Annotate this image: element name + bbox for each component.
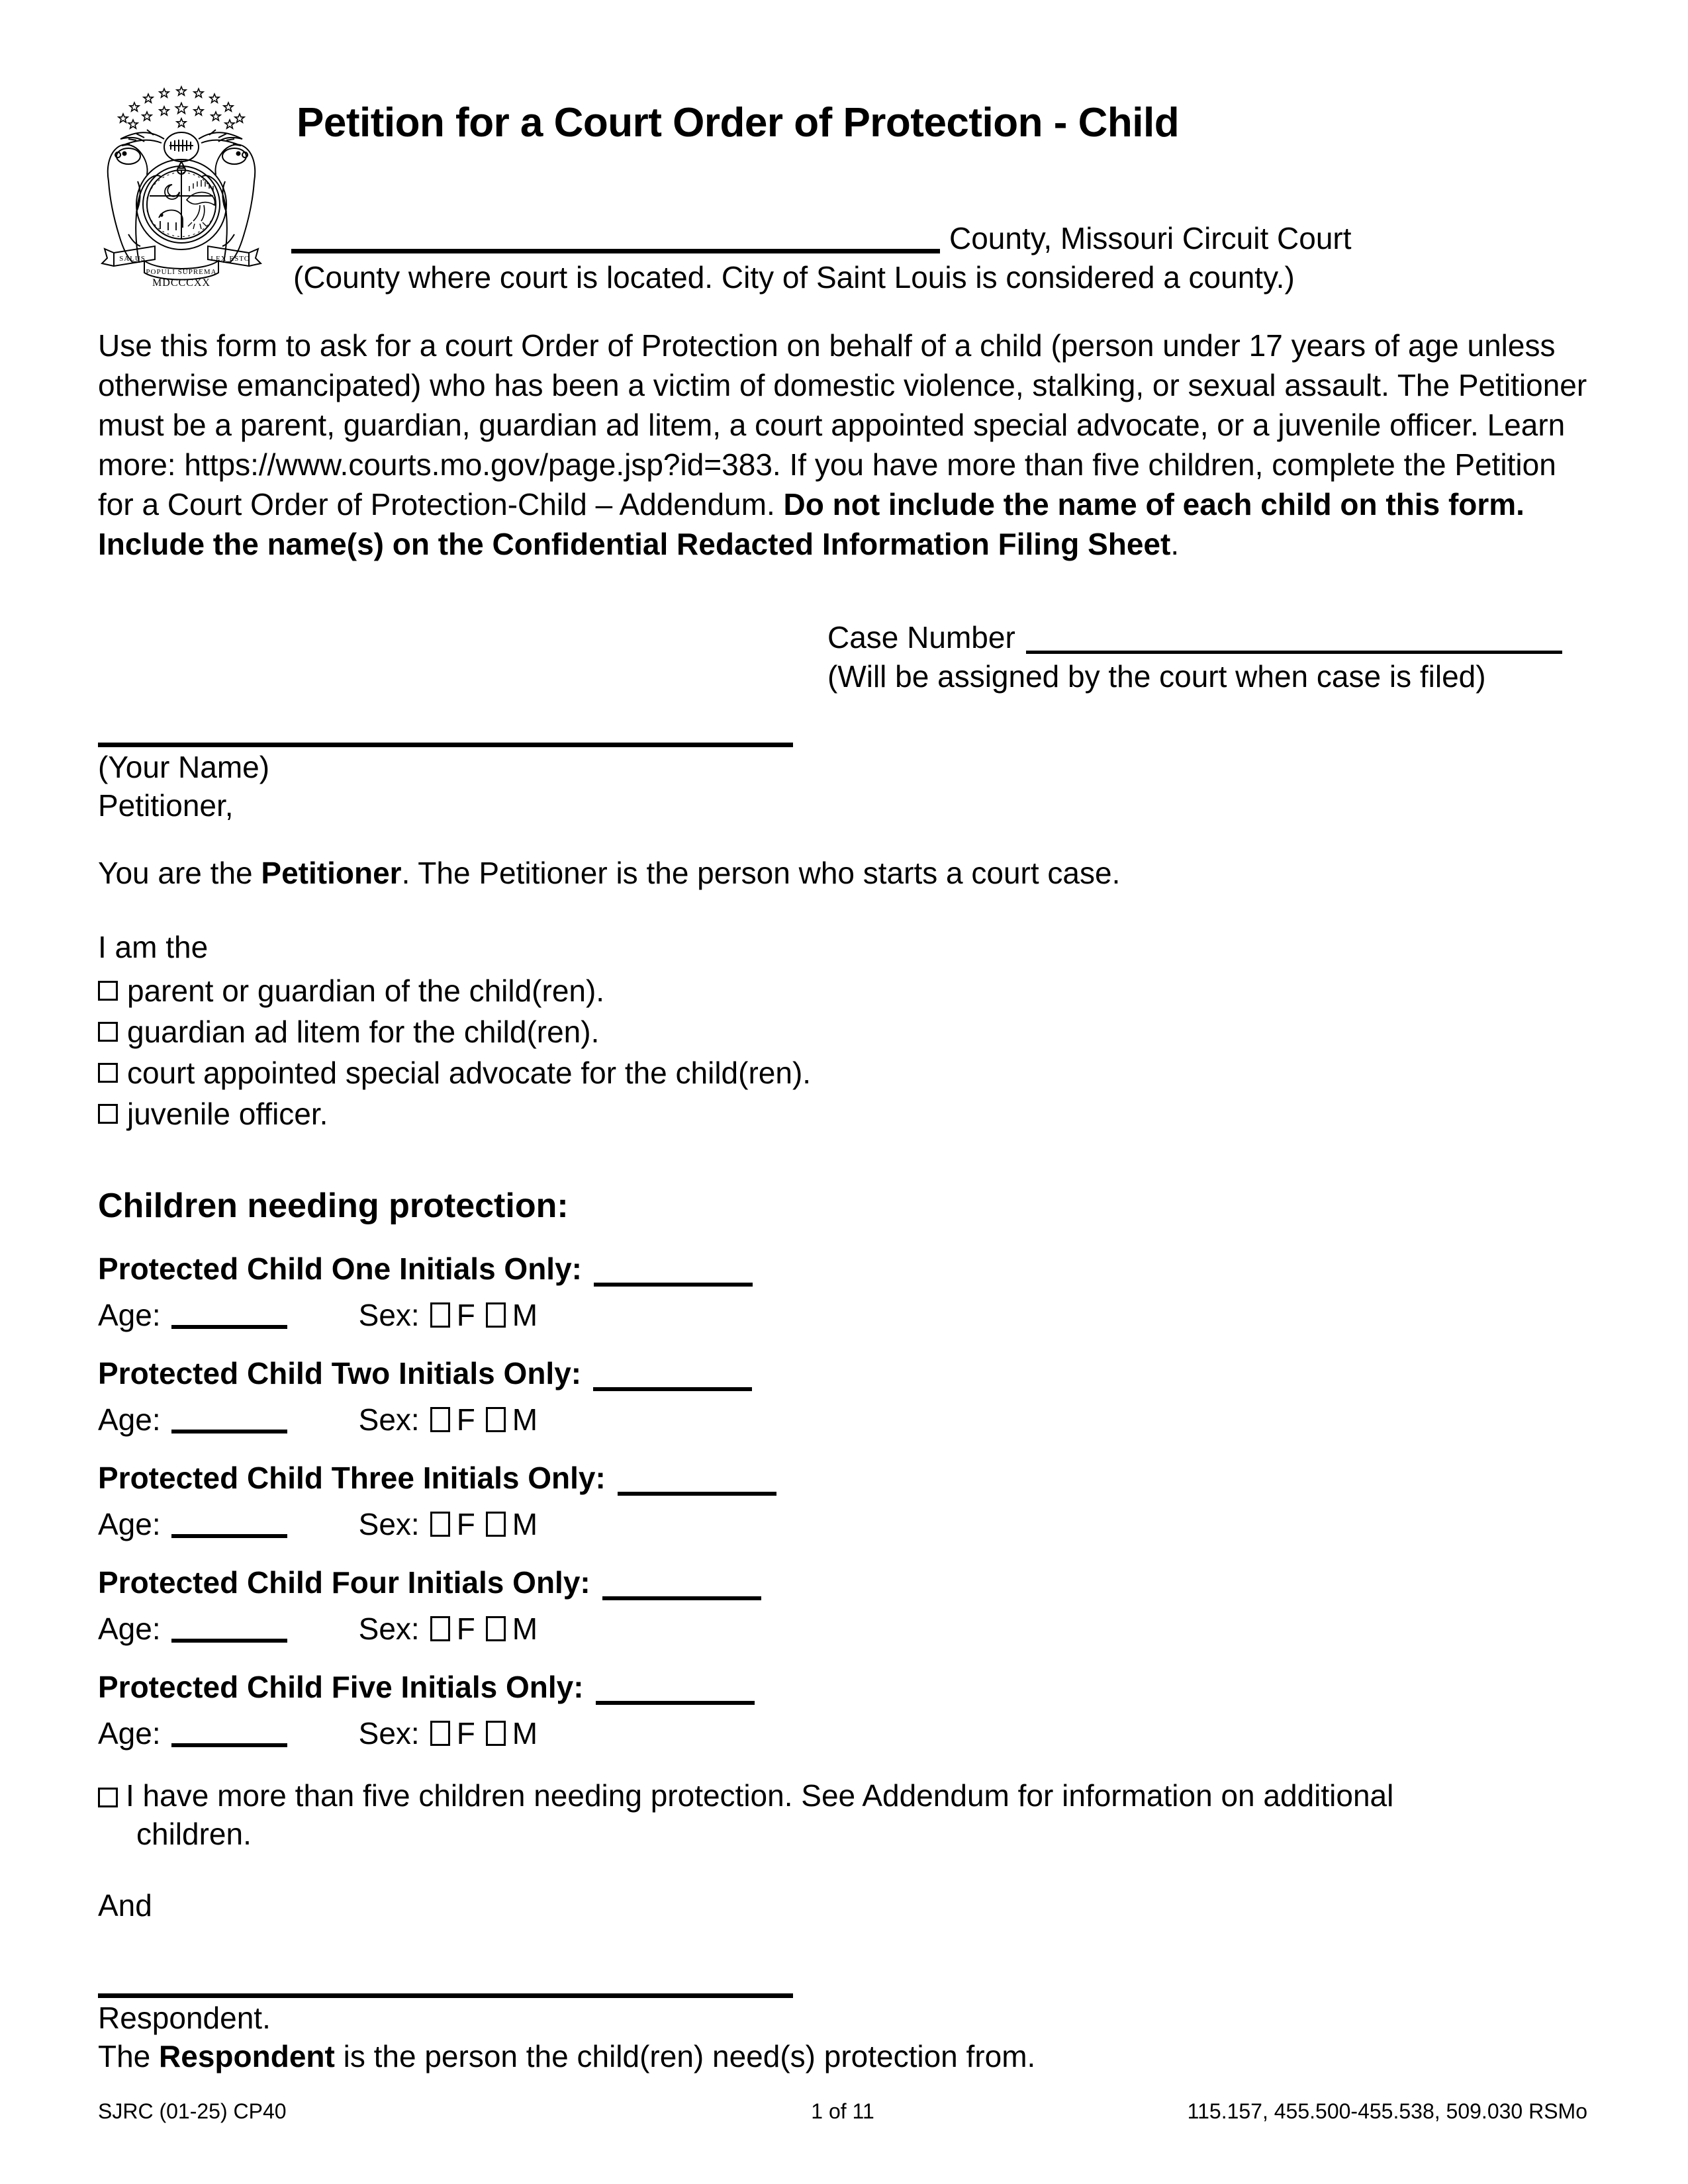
svg-text:MDCCCXX: MDCCCXX [152, 277, 211, 287]
age-label: Age: [98, 1298, 161, 1332]
sex-label: Sex: [358, 1612, 420, 1646]
svg-text:LEX ESTO: LEX ESTO [211, 255, 250, 263]
child-two-age-input-blank[interactable] [171, 1406, 287, 1433]
checkbox-icon-female[interactable] [430, 1407, 450, 1432]
role-option-label: juvenile officer. [127, 1097, 328, 1131]
county-suffix-label: County, Missouri Circuit Court [949, 221, 1352, 255]
child-four-age-input-blank[interactable] [171, 1615, 287, 1643]
footer-statute-reference: 115.157, 455.500-455.538, 509.030 RSMo [1187, 2099, 1587, 2123]
sex-label: Sex: [358, 1298, 420, 1332]
respondent-label: Respondent. [98, 2001, 271, 2035]
footer-page-number: 1 of 11 [811, 2099, 874, 2123]
protected-child-three-block [98, 1460, 776, 1543]
child-three-title: Protected Child Three Initials Only: [98, 1461, 606, 1495]
more-than-five-line1: I have more than five children needing protection. See Addendum for information on additional [126, 1778, 1394, 1813]
respondent-desc-bold: Respondent [159, 2039, 335, 2073]
petitioner-name-input-blank[interactable] [98, 743, 793, 747]
checkbox-icon-female[interactable] [430, 1512, 450, 1537]
child-three-age-sex-row [98, 1505, 776, 1543]
child-four-age-sex-row [98, 1610, 761, 1648]
role-option-casa[interactable] [98, 1052, 811, 1093]
child-five-title-row [98, 1669, 755, 1705]
petitioner-desc-pre: You are the [98, 856, 261, 890]
role-option-label: parent or guardian of the child(ren). [127, 974, 605, 1008]
petitioner-desc-post: . The Petitioner is the person who starts a court case. [401, 856, 1121, 890]
checkbox-icon[interactable] [98, 1788, 118, 1807]
county-note: (County where court is located. City of Saint Louis is considered a county.) [293, 260, 1295, 295]
checkbox-icon-female[interactable] [430, 1302, 450, 1328]
checkbox-icon[interactable] [98, 1063, 118, 1083]
child-two-title-row [98, 1355, 752, 1391]
county-field-row [291, 218, 1352, 253]
checkbox-icon[interactable] [98, 1022, 118, 1042]
child-one-title-row [98, 1251, 753, 1287]
intro-paragraph [98, 326, 1587, 564]
intro-text-bold: Do not include the name of each child on this form. Include the name(s) on the Confidential Redacted Information Filing Sheet [98, 487, 1524, 561]
sex-label: Sex: [358, 1402, 420, 1437]
sex-male-label: M [512, 1612, 538, 1646]
role-option-juvenile-officer[interactable] [98, 1093, 811, 1134]
child-two-age-sex-row [98, 1400, 752, 1439]
protected-child-five-block [98, 1669, 755, 1752]
checkbox-icon-female[interactable] [430, 1616, 450, 1641]
petitioner-desc-bold: Petitioner [261, 856, 402, 890]
checkbox-icon[interactable] [98, 981, 118, 1001]
child-three-initials-input-blank[interactable] [618, 1465, 776, 1496]
page-footer [98, 2099, 1587, 2124]
your-name-label: (Your Name) [98, 750, 270, 784]
protected-child-one-block [98, 1251, 753, 1334]
svg-text:POPULI SUPREMA: POPULI SUPREMA [146, 268, 217, 276]
sex-female-label: F [456, 1716, 475, 1751]
county-input-blank[interactable] [291, 218, 940, 253]
role-option-label: guardian ad litem for the child(ren). [127, 1015, 600, 1049]
sex-female-label: F [456, 1507, 475, 1541]
document-header [0, 0, 1688, 295]
sex-male-label: M [512, 1716, 538, 1751]
respondent-description [98, 2038, 1035, 2074]
more-than-five-children-option[interactable] [98, 1776, 1587, 1853]
child-five-age-input-blank[interactable] [171, 1719, 287, 1747]
case-number-input-blank[interactable] [1026, 619, 1562, 654]
age-label: Age: [98, 1507, 161, 1541]
case-number-label: Case Number [827, 620, 1015, 655]
more-than-five-line2: children. [136, 1817, 252, 1851]
sex-female-label: F [456, 1298, 475, 1332]
role-prompt: I am the [98, 930, 209, 964]
child-four-initials-input-blank[interactable] [602, 1570, 761, 1600]
child-two-title: Protected Child Two Initials Only: [98, 1356, 582, 1390]
child-three-title-row [98, 1460, 776, 1496]
respondent-desc-pre: The [98, 2039, 160, 2073]
child-one-title: Protected Child One Initials Only: [98, 1251, 582, 1286]
child-five-initials-input-blank[interactable] [596, 1674, 755, 1705]
child-four-title-row [98, 1565, 761, 1600]
sex-male-label: M [512, 1402, 538, 1437]
petitioner-description [98, 855, 1120, 891]
child-three-age-input-blank[interactable] [171, 1510, 287, 1538]
page-title: Petition for a Court Order of Protection - Child [297, 100, 1180, 146]
sex-female-label: F [456, 1402, 475, 1437]
checkbox-icon-male[interactable] [486, 1616, 506, 1641]
age-label: Age: [98, 1612, 161, 1646]
petitioner-label: Petitioner, [98, 788, 234, 823]
missouri-state-seal-icon [98, 82, 265, 287]
role-checkbox-list [98, 970, 811, 1134]
footer-form-code: SJRC (01-25) CP40 [98, 2099, 287, 2123]
child-five-age-sex-row [98, 1714, 755, 1752]
sex-male-label: M [512, 1507, 538, 1541]
case-number-row [827, 619, 1562, 654]
checkbox-icon-male[interactable] [486, 1512, 506, 1537]
child-one-initials-input-blank[interactable] [594, 1256, 753, 1287]
protected-child-four-block [98, 1565, 761, 1648]
respondent-desc-post: is the person the child(ren) need(s) protection from. [334, 2039, 1036, 2073]
checkbox-icon-female[interactable] [430, 1721, 450, 1746]
sex-male-label: M [512, 1298, 538, 1332]
child-five-title: Protected Child Five Initials Only: [98, 1670, 584, 1704]
role-option-parent-guardian[interactable] [98, 970, 811, 1011]
role-option-label: court appointed special advocate for the child(ren). [127, 1056, 812, 1090]
children-section-heading: Children needing protection: [98, 1187, 569, 1225]
child-one-age-sex-row [98, 1296, 753, 1334]
checkbox-icon-male[interactable] [486, 1721, 506, 1746]
child-two-initials-input-blank[interactable] [593, 1361, 752, 1391]
checkbox-icon-male[interactable] [486, 1407, 506, 1432]
checkbox-icon[interactable] [98, 1104, 118, 1124]
and-connector: And [98, 1888, 152, 1923]
sex-label: Sex: [358, 1716, 420, 1751]
case-number-note: (Will be assigned by the court when case is filed) [827, 659, 1486, 694]
child-four-title: Protected Child Four Initials Only: [98, 1565, 590, 1600]
intro-text-part1: Use this form to ask for a court Order of Protection on behalf of a child (person under 17 years of age unless otherwise emancipated) who has been a victim of domestic violence, stalking, or sexual assault. The Petitioner must be a parent, guardian, guardian ad litem, a court appointed special advocate, or a juvenile officer. Learn more: https://www.courts.mo.gov/page.jsp?id=383. If you have more than five children, complete the Petition for a Court Order of Protection-Child – Addendum. [98, 328, 1587, 522]
checkbox-icon-male[interactable] [486, 1302, 506, 1328]
age-label: Age: [98, 1716, 161, 1751]
age-label: Age: [98, 1402, 161, 1437]
svg-text:SALUS: SALUS [119, 255, 146, 263]
sex-label: Sex: [358, 1507, 420, 1541]
protected-child-two-block [98, 1355, 752, 1439]
respondent-name-input-blank[interactable] [98, 1993, 793, 1998]
child-one-age-input-blank[interactable] [171, 1301, 287, 1329]
intro-text-part2: . [1170, 527, 1180, 561]
sex-female-label: F [456, 1612, 475, 1646]
role-option-guardian-ad-litem[interactable] [98, 1011, 811, 1052]
